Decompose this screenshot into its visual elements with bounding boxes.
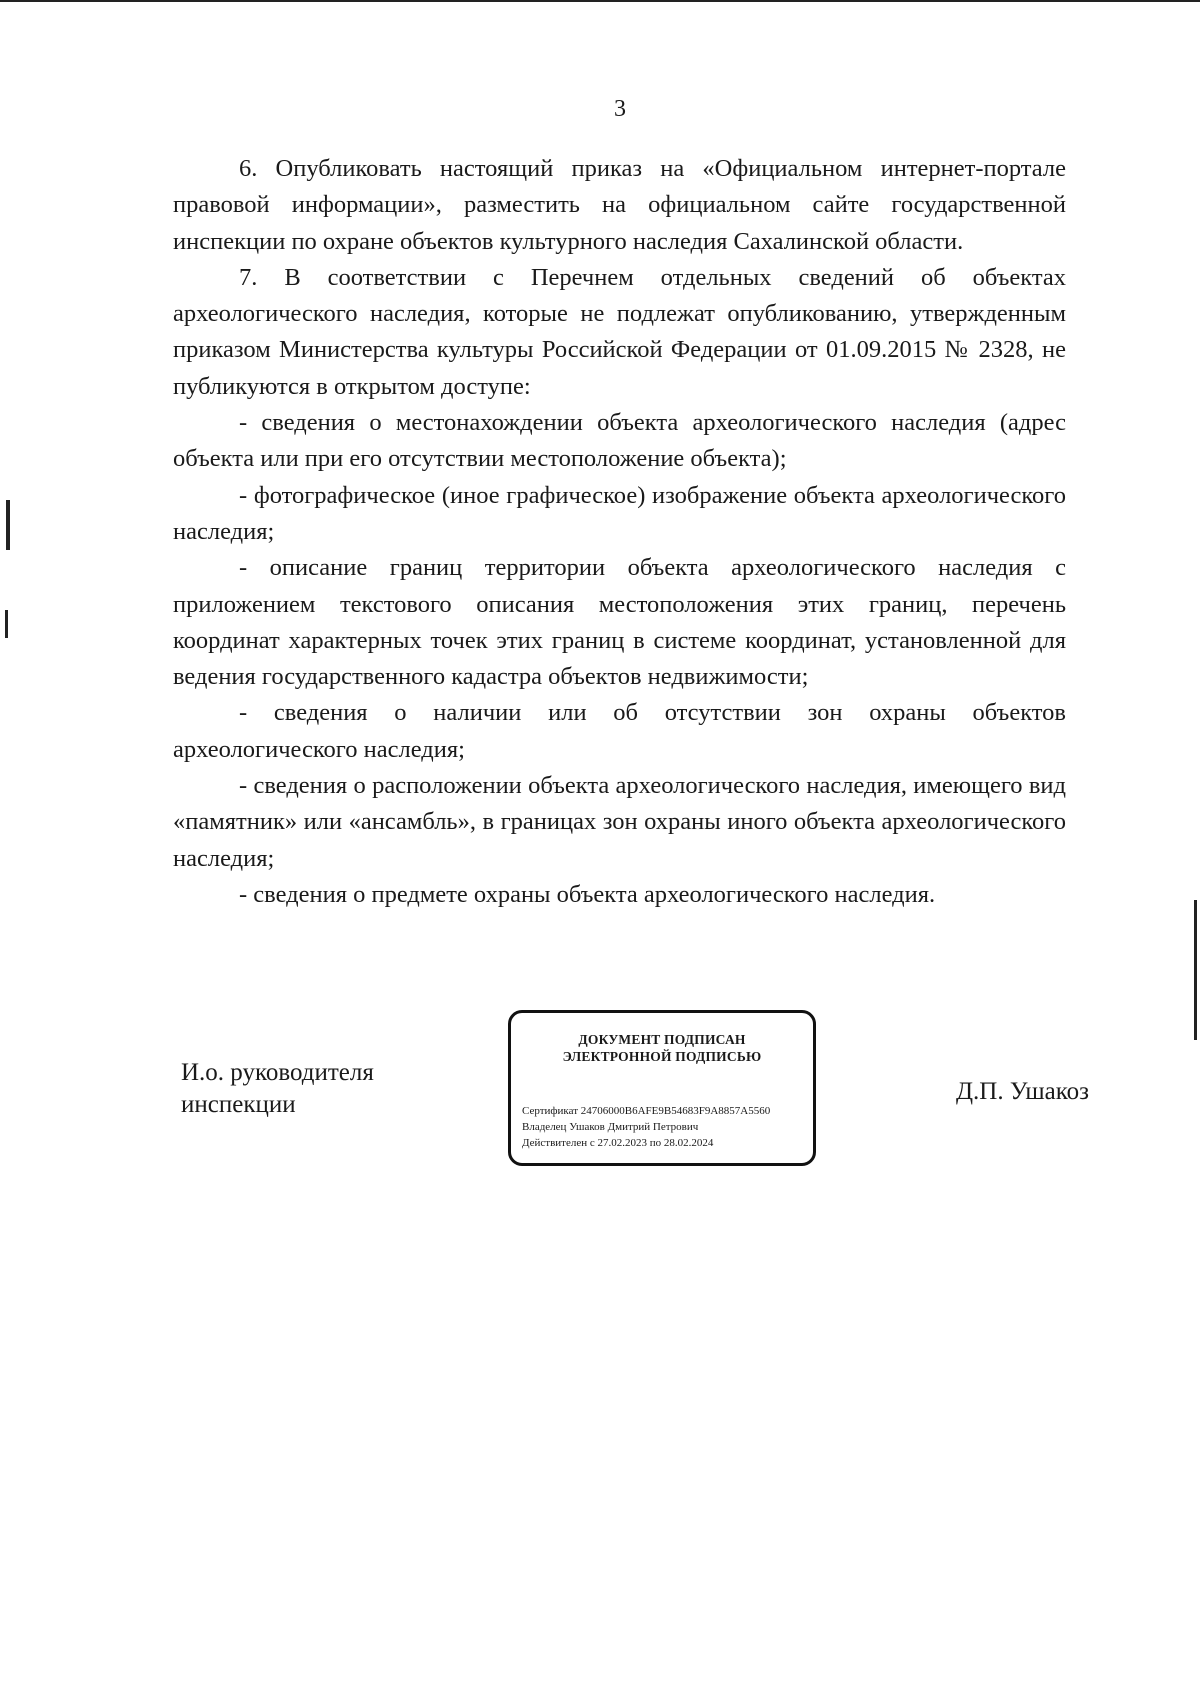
stamp-owner: Владелец Ушаков Дмитрий Петрович <box>522 1121 699 1133</box>
list-item-image: - фотографическое (иное графическое) изображение объекта археологического наследия; <box>173 481 1066 545</box>
signer-title-line-1: И.о. руководителя <box>181 1059 374 1086</box>
list-item-boundaries: - описание границ территории объекта археологического наследия с приложением текстового описания местоположения этих границ, перечень координат характерных точек этих границ в системе координат, установленной для ведения государственного кадастра объектов недвижимости; <box>173 554 1066 691</box>
scan-edge-mark-right <box>1194 900 1197 1040</box>
signer-title <box>181 1057 374 1121</box>
scan-edge-mark-left-lower <box>5 610 8 638</box>
list-item-location: - сведения о местонахождении объекта археологического наследия (адрес объекта или при его отсутствии местоположение объекта); <box>173 409 1066 473</box>
stamp-certificate: Сертификат 24706000B6AFE9B54683F9A8857A5560 <box>522 1105 771 1117</box>
list-item-protection-subject: - сведения о предмете охраны объекта археологического наследия. <box>239 880 936 908</box>
stamp-details <box>522 1103 770 1151</box>
signer-title-line-2: инспекции <box>181 1091 296 1118</box>
stamp-title-line-1: ДОКУМЕНТ ПОДПИСАН <box>578 1032 746 1047</box>
electronic-signature-stamp <box>508 1010 816 1166</box>
paragraph-item-6: 6. Опубликовать настоящий приказ на «Официальном интернет-портале правовой информации», разместить на официальном сайте государственной инспекции по охране объектов культурного наследия Сахалинской области. <box>173 155 1066 255</box>
paragraph-item-7: 7. В соответствии с Перечнем отдельных сведений об объектах археологического наследия, которые не подлежат опубликованию, утвержденным приказом Министерства культуры Российской Федерации от 01.09.2015 № 2328, не публикуются в открытом доступе: <box>173 263 1066 400</box>
list-item-protection-zones: - сведения о наличии или об отсутствии зон охраны объектов археологического наследия; <box>173 699 1066 763</box>
signer-name: Д.П. Ушакоз <box>956 1078 1089 1105</box>
scan-edge-mark-left <box>6 500 10 550</box>
page-number: 3 <box>614 96 626 122</box>
document-body <box>173 151 1066 913</box>
stamp-validity: Действителен с 27.02.2023 по 28.02.2024 <box>522 1137 714 1149</box>
scan-edge-line-top <box>0 0 1200 2</box>
stamp-title-line-2: ЭЛЕКТРОННОЙ ПОДПИСЬЮ <box>562 1049 762 1064</box>
list-item-monument-location: - сведения о расположении объекта археологического наследия, имеющего вид «памятник» или «ансамбль», в границах зон охраны иного объекта археологического наследия; <box>173 772 1066 872</box>
stamp-title <box>511 1031 813 1065</box>
